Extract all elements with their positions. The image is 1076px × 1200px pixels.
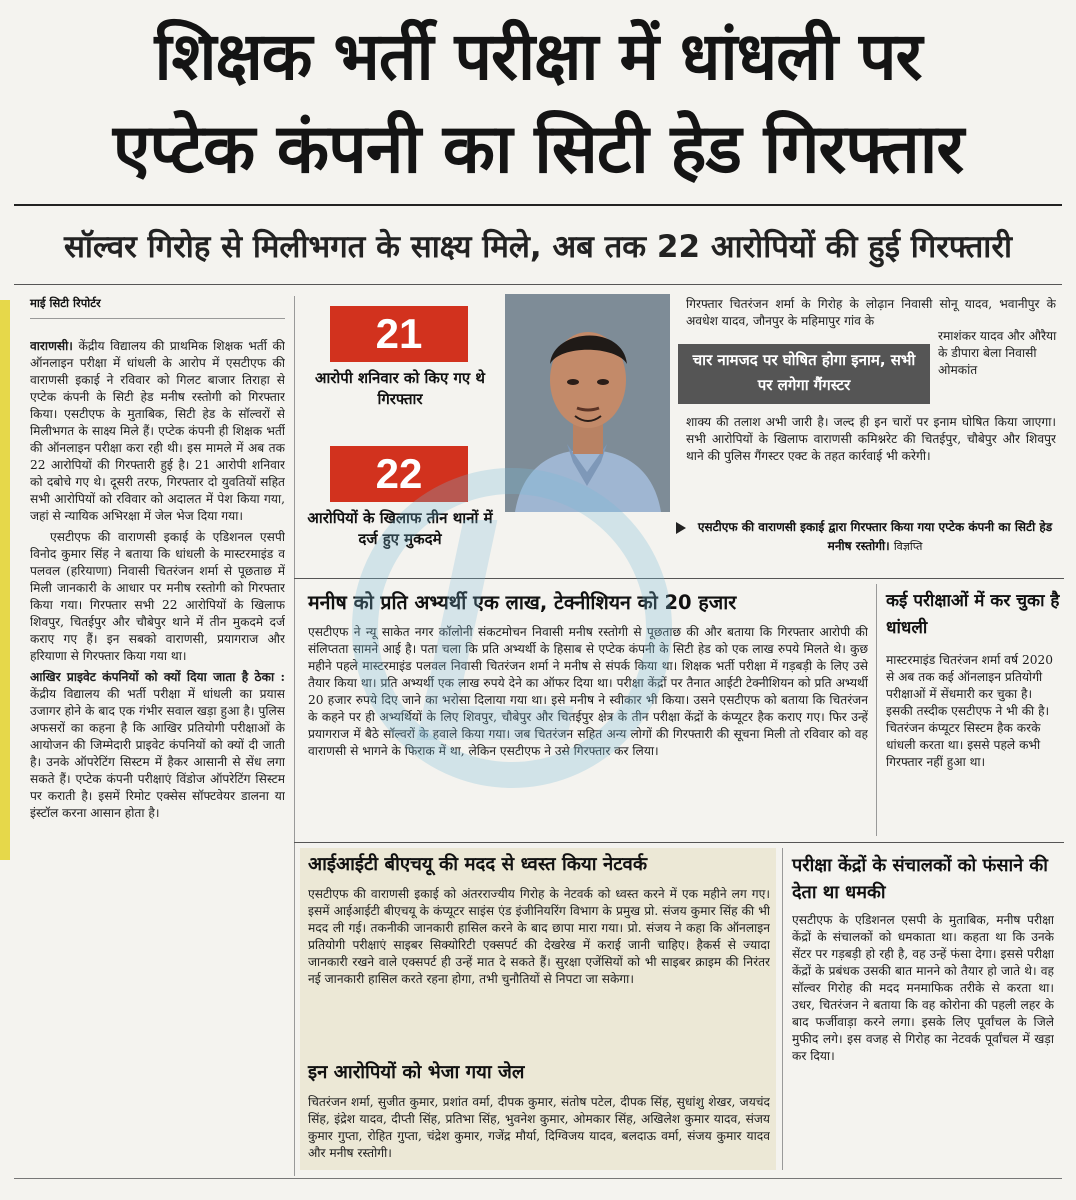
column-divider-2 xyxy=(876,584,877,836)
section-jail-text: चितरंजन शर्मा, सुजीत कुमार, प्रशांत वर्मा, दीपक कुमार, संतोष पटेल, दीपक सिंह, सुधांशु शेखर, जयचंद सिंह, इंद्रेश यादव, दीप्ती सिंह, प्रतिभा सिंह, भुवनेश कुमार, ओमकार सिंह, अखिलेश कुमार यादव, संजय कुमार गुप्ता, रोहित गुप्ता, चंद्रेश कुमार, गजेंद्र मौर्या, दिग्विजय यादव, बलदाऊ वर्मा, संजय कुमार यादव और मनीष रस्तोगी। xyxy=(308,1095,770,1160)
section-threat-heading: परीक्षा केंद्रों के संचालकों को फंसाने की देता था धमकी xyxy=(792,855,1048,903)
photo-credit: विज्ञप्ति xyxy=(893,540,923,553)
section-manish-heading: मनीष को प्रति अभ्यर्थी एक लाख, टेक्नीशियन को 20 हजार xyxy=(308,591,737,614)
headline-rule xyxy=(14,204,1062,206)
person-portrait-icon xyxy=(505,294,670,512)
column-divider-1 xyxy=(294,296,295,1176)
section-iit-heading: आईआईटी बीएचयू की मदद से ध्वस्त किया नेटवर्क xyxy=(308,854,648,875)
pull-quote: चार नामजद पर घोषित होगा इनाम, सभी पर लगेगा गैंगस्टर xyxy=(678,344,930,404)
left-column-text xyxy=(30,338,285,1178)
subheadline: सॉल्वर गिरोह से मिलीभगत के साक्ष्य मिले, अब तक 22 आरोपियों की हुई गिरफ्तारी xyxy=(63,229,1013,265)
byline-rule xyxy=(30,318,285,319)
left-para-1: केंद्रीय विद्यालय की प्राथमिक शिक्षक भर्ती की ऑनलाइन परीक्षा में धांधली के आरोप में एसटीएफ की वाराणसी इकाई ने रविवार को गिलट बाजार तिराहा से एप्टेक कंपनी के सिटी हेड मनीष रस्तोगी को गिरफ्तार किया। एसटीएफ के मुताबिक, सिटी हेड के सॉल्वरों से मिलीभगत के साक्ष्य मिले हैं। एप्टेक कंपनी ही शिक्षक भर्ती की ऑनलाइन परीक्षा करा रही थी। इस मामले में अब तक 22 आरोपियों की गिरफ्तारी हुई है। 21 आरोपी शनिवार को दबोचे गए थे। दूसरी तरफ, गिरफ्तार दो युवतियों सहित सभी आरोपियों को रविवार को अदालत में पेश किया गया, जहां से न्यायिक अभिरक्षा में जेल भेज दिया गया। xyxy=(30,339,285,523)
stat-22-caption: आरोपियों के खिलाफ तीन थानों में दर्ज हुए मुकदमे xyxy=(307,509,493,548)
photo-caption xyxy=(690,518,1060,558)
section-jail-heading: इन आरोपियों को भेजा गया जेल xyxy=(308,1062,525,1083)
right-bottom-text: शाक्य की तलाश अभी जारी है। जल्द ही इन चारों पर इनाम घोषित किया जाएगा। सभी आरोपियों के खिलाफ वाराणसी कमिश्नरेट की चितईपुर, चौबेपुर और शिवपुर थाने की पुलिस गैंगस्टर एक्ट के तहत कार्रवाई भी करेगी। xyxy=(686,415,1056,463)
accused-photo xyxy=(505,294,670,512)
stat-21-caption: आरोपी शनिवार को किए गए थे गिरफ्तार xyxy=(314,369,486,408)
lower-rule xyxy=(294,842,1064,843)
edge-strip xyxy=(0,300,10,860)
right-top-text: गिरफ्तार चितरंजन शर्मा के गिरोह के लोढ़ान निवासी सोनू यादव, भवानीपुर के अवधेश यादव, जौनपुर के महिमापुर गांव के xyxy=(686,297,1056,328)
left-para-3: केंद्रीय विद्यालय की भर्ती परीक्षा में धांधली का प्रयास उजागर होने के बाद एक गंभीर सवाल खड़ा हुआ है। पुलिस अफसरों का कहना है कि आखिर प्रतियोगी परीक्षाओं के आयोजन की जिम्मेदारी प्राइवेट कंपनियों को क्यों दी जाती है। उनके ऑपरेटिंग सिस्टम में हैकर आसानी से सेंध लगा सकते हैं। एप्टेक कंपनी परीक्षाएं विंडोज ऑपरेटिंग सिस्टम पर कराती है। इसमें रिमोट एक्सेस सॉफ्टवेयर डालना या इंस्टॉल करना आसान होता है। xyxy=(30,687,285,820)
caption-pointer-icon xyxy=(676,522,686,534)
stat-22-number: 22 xyxy=(330,446,468,502)
byline: माई सिटी रिपोर्टर xyxy=(30,296,101,310)
section-many-exams-text: मास्टरमाइंड चितरंजन शर्मा वर्ष 2020 से अब तक कई ऑनलाइन प्रतियोगी परीक्षाओं में सेंधमारी कर चुका है। इसकी तस्दीक एसटीएफ ने भी की है। चितरंजन कंप्यूटर सिस्टम हैक करके धांधली करता था। इससे पहले कभी गिरफ्तार नहीं हुआ था। xyxy=(886,653,1053,769)
section-many-exams-heading: कई परीक्षाओं में कर चुका है धांधली xyxy=(886,591,1060,638)
section-iit-text: एसटीएफ की वाराणसी इकाई को अंतरराज्यीय गिरोह के नेटवर्क को ध्वस्त करने में एक महीने लग गए। इसमें आईआईटी बीएचयू के कंप्यूटर साइंस एंड इंजीनियरिंग विभाग के प्रमुख प्रो. संजय कुमार सिंह की भी मदद ली गई। तकनीकी जानकारी हासिल करने के बाद छापा मारा गया। प्रो. संजय ने कहा कि ऑनलाइन प्रतियोगी परीक्षाएं साइबर सिक्योरिटी एक्सपर्ट की देखरेख में कराई जानी चाहिए। हैकर्स से ज्यादा जानकारी रखने वाले एक्सपर्ट ही उन्हें मात दे सकते हैं। सुरक्षा एजेंसियों को भी साइबर क्राइम की निरंतर नई जानकारी हासिल करते रहना होगा, तभी चुनौतियों से निपटा जा सकेगा। xyxy=(308,887,770,986)
mid-rule xyxy=(294,578,1064,579)
dateline: वाराणसी। xyxy=(30,339,73,353)
subheadline-rule xyxy=(14,284,1062,285)
headline-line-1: शिक्षक भर्ती परीक्षा में धांधली पर xyxy=(154,18,922,95)
left-para-2: एसटीएफ की वाराणसी इकाई के एडिशनल एसपी विनोद कुमार सिंह ने बताया कि धांधली के मास्टरमाइंड व पलवल (हरियाणा) निवासी चितरंजन शर्मा से पूछताछ में मिली जानकारी के आधार पर मनीष रस्तोगी को गिरफ्तार किया गया। गिरफ्तार सभी 22 आरोपियों के खिलाफ शिवपुर, चितईपुर और चौबेपुर थाने में तीन मुकदमे दर्ज कराए गए हैं। इन सबको वाराणसी, प्रयागराज और हरियाणा से गिरफ्तार किया गया था। xyxy=(30,530,285,663)
section-manish-text: एसटीएफ ने न्यू साकेत नगर कॉलोनी संकटमोचन निवासी मनीष रस्तोगी से पूछताछ की और बताया कि गिरफ्तार आरोपी की संलिप्तता सामने आई है। पता चला कि प्रति अभ्यर्थी के हिसाब से एप्टेक कंपनी के सिटी हेड को एक लाख रुपये मिलते थे। कुछ महीने पहले मास्टरमाइंड पलवल निवासी चितरंजन शर्मा ने मनीष से संपर्क किया था। शिक्षक भर्ती परीक्षा में गड़बड़ी के लिए उसे तैयार किया था। प्रति अभ्यर्थी एक लाख रुपये देने का ऑफर दिया था। परीक्षा केंद्रों पर तैनात आईटी टेक्नीशियन को प्रति अभ्यर्थी 20 हजार रुपये दिए जाने का भरोसा दिलाया गया था। इसे मनीष ने स्वीकार भी किया। उसने एसटीएफ को बताया कि चितरंजन के कहने पर ही अभ्यर्थियों के लिए शिवपुर, चौबेपुर और चितईपुर क्षेत्र के तीन परीक्षा केंद्रों के कंप्यूटर हैक कराए गए। फिर उन्हें प्रयागराज में बैठे सॉल्वरों के हवाले किया गया। जब चितरंजन सहित अन्य लोगों की गिरफ्तारी की सूचना मिली तो रविवार को वह वाराणसी से भागने के फिराक में था, लेकिन एसटीएफ ने उसे गिरफ्तार कर लिया। xyxy=(308,625,868,758)
section-threat-text: एसटीएफ के एडिशनल एसपी के मुताबिक, मनीष परीक्षा केंद्रों के संचालकों को धमकाता था। कहता था कि उनके सेंटर पर गड़बड़ी हो रही है, वह उन्हें फंसा देगा। इससे परीक्षा केंद्रों के प्रबंधक उसकी बात मानने को तैयार हो जाते थे। वह सॉल्वर गिरोह की मदद मनमाफिक तरीके से करता था। उधर, चितरंजन ने बताया कि वह कोरोना की पहली लहर के बाद फर्जीवाड़ा करने लगा। इसके लिए पूर्वांचल के जिले मुफीद लगे। इस वजह से गिरोह का नेटवर्क पूर्वांचल में खड़ा कर दिया। xyxy=(792,913,1054,1063)
headline-line-2: एप्टेक कंपनी का सिटी हेड गिरफ्तार xyxy=(112,110,964,189)
stat-21-number: 21 xyxy=(330,306,468,362)
left-para-3-lead: आखिर प्राइवेट कंपनियों को क्यों दिया जाता है ठेका : xyxy=(30,670,285,684)
column-divider-3 xyxy=(782,848,783,1170)
bottom-rule xyxy=(14,1178,1062,1179)
right-side-text: रमाशंकर यादव और औरैया के डीपारा बेला निवासी ओमकांत xyxy=(938,329,1057,377)
photo-caption-text: एसटीएफ की वाराणसी इकाई द्वारा गिरफ्तार किया गया एप्टेक कंपनी का सिटी हेड मनीष रस्तोगी। xyxy=(697,520,1053,553)
